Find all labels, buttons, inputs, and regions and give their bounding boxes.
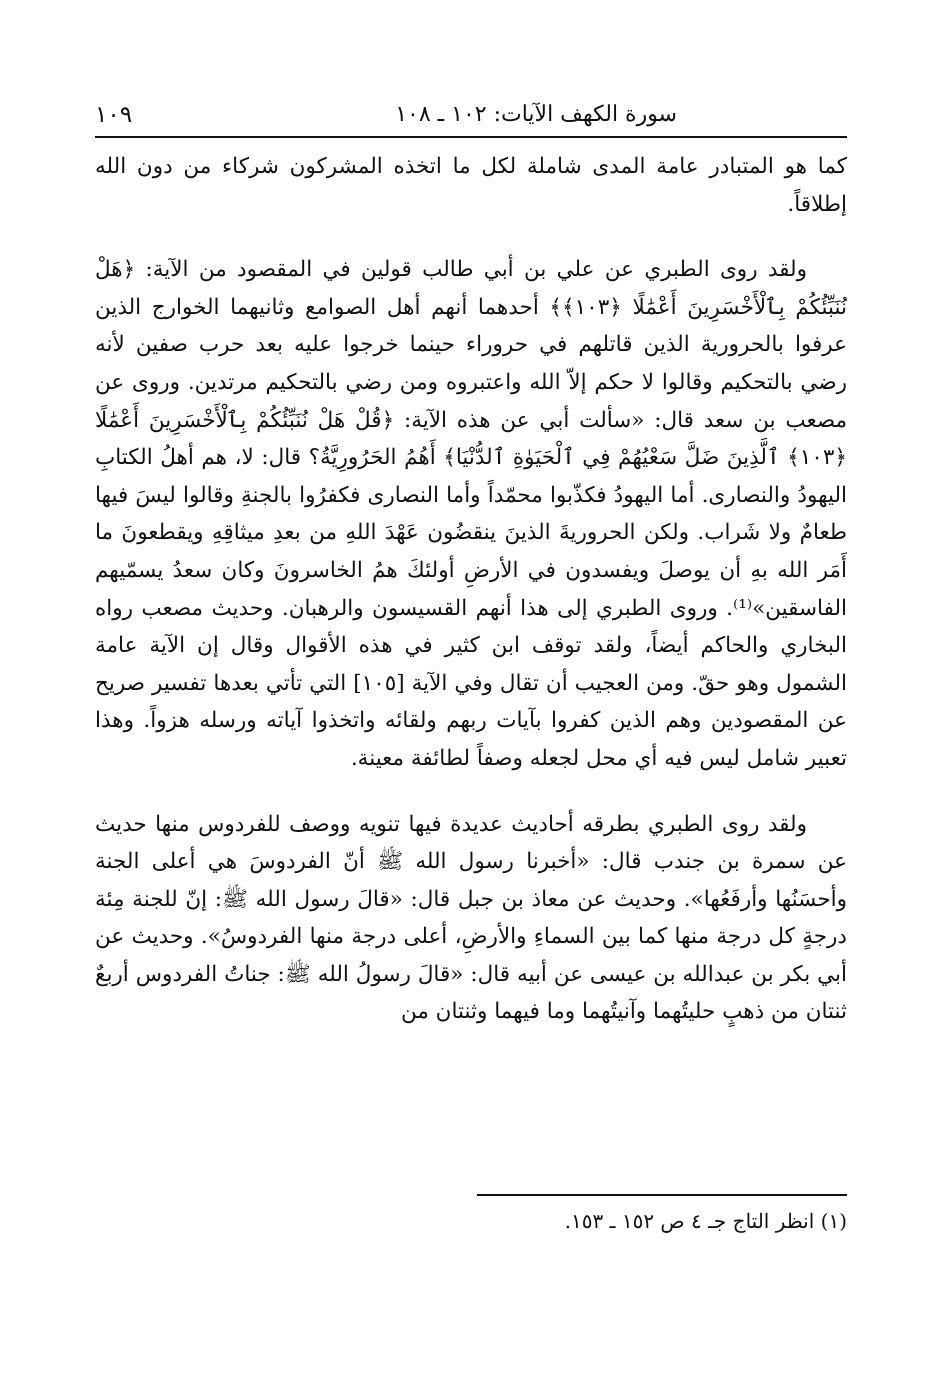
footnote-divider	[477, 1194, 847, 1196]
paragraph: ولقد روى الطبري بطرقه أحاديث عديدة فيها تنويه ووصف للفردوس منها حديث عن سمرة بن جندب قال: «أخبرنا رسول الله ﷺ أنّ الفردوسَ هي أعلى الجنة وأحسَنُها وأرفَعُها». وحديث عن معاذ بن جبل قال: «قالَ رسول الله ﷺ: إنّ للجنة مِئة درجةٍ كل درجة منها كما بين السماءِ والأرضِ، أعلى درجة منها الفردوسُ». وحديث عن أبي بكر بن عبدالله بن عيسى عن أبيه قال: «قالَ رسولُ الله ﷺ: جناتُ الفردوس أربعٌ ثنتان من ذهبٍ حليتُهما وآنيتُهما وما فيهما وثنتان من	[95, 811, 847, 1025]
book-page	[95, 96, 847, 1286]
page-header	[95, 96, 847, 138]
paragraph: كما هو المتبادر عامة المدى شاملة لكل ما اتخذه المشركون شركاء من دون الله إطلاقاً.	[95, 154, 847, 217]
paragraph: ولقد روى الطبري عن علي بن أبي طالب قولين في المقصود من الآية: ﴿هَلْ نُنَبِّئُكُمْ بِٱلْأَخْسَرِينَ أَعْمَٰلًا ﴿١٠٣﴾﴾ أحدهما أنهم أهل الصوامع وثانيهما الخوارج الذين عرفوا بالحرورية الذين قاتلهم في حروراء حينما خرجوا عليه بعد حرب صفين لأنه رضي بالتحكيم وقالوا لا حكم إلاّ الله واعتبروه ومن رضي بالتحكيم مرتدين. وروى عن مصعب بن سعد قال: «سألت أبي عن هذه الآية: ﴿قُلْ هَلْ نُنَبِّئُكُمْ بِٱلْأَخْسَرِينَ أَعْمَٰلًا ﴿١٠٣﴾ ٱلَّذِينَ ضَلَّ سَعْيُهُمْ فِي ٱلْحَيَوٰةِ ٱلدُّنْيَا﴾ أَهُمُ الحَرُورِيَّةُ؟ قال: لا، هم أهلُ الكتابِ اليهودُ والنصارى. أما اليهودُ فكذّبوا محمّداً وأما النصارى فكفرُوا بالجنةِ وقالوا ليسَ فيها طعامٌ ولا شَراب. ولكن الحروريةَ الذينَ ينقضُون عَهْدَ اللهِ من بعدِ ميثاقِهِ ويقطعونَ ما أَمَر الله بهِ أن يوصلَ ويفسدون في الأرضِ أولئكَ همُ الخاسرونَ وكان سعدُ يسمّيهم الفاسقين»⁽¹⁾. وروى الطبري إلى هذا أنهم القسيسون والرهبان. وحديث مصعب رواه البخاري والحاكم أيضاً، ولقد توقف ابن كثير في هذه الأقوال وقال إن الآية عامة الشمول وهو حقّ. ومن العجيب أن تقال وفي الآية [١٠٥] التي تأتي بعدها تفسير صريح عن المقصودين وهم الذين كفروا بآيات ربهم ولقائه واتخذوا آياته ورسله هزواً. وهذا تعبير شامل ليس فيه أي محل لجعله وصفاً لطائفة معينة.	[95, 257, 847, 771]
body-text	[95, 148, 847, 1031]
page-number: ١٠٩	[95, 102, 133, 128]
running-title: سورة الكهف الآيات: ١٠٢ ـ ١٠٨	[395, 102, 677, 127]
footnote: (١) انظر التاج جـ ٤ ص ١٥٢ ـ ١٥٣.	[564, 1209, 847, 1233]
